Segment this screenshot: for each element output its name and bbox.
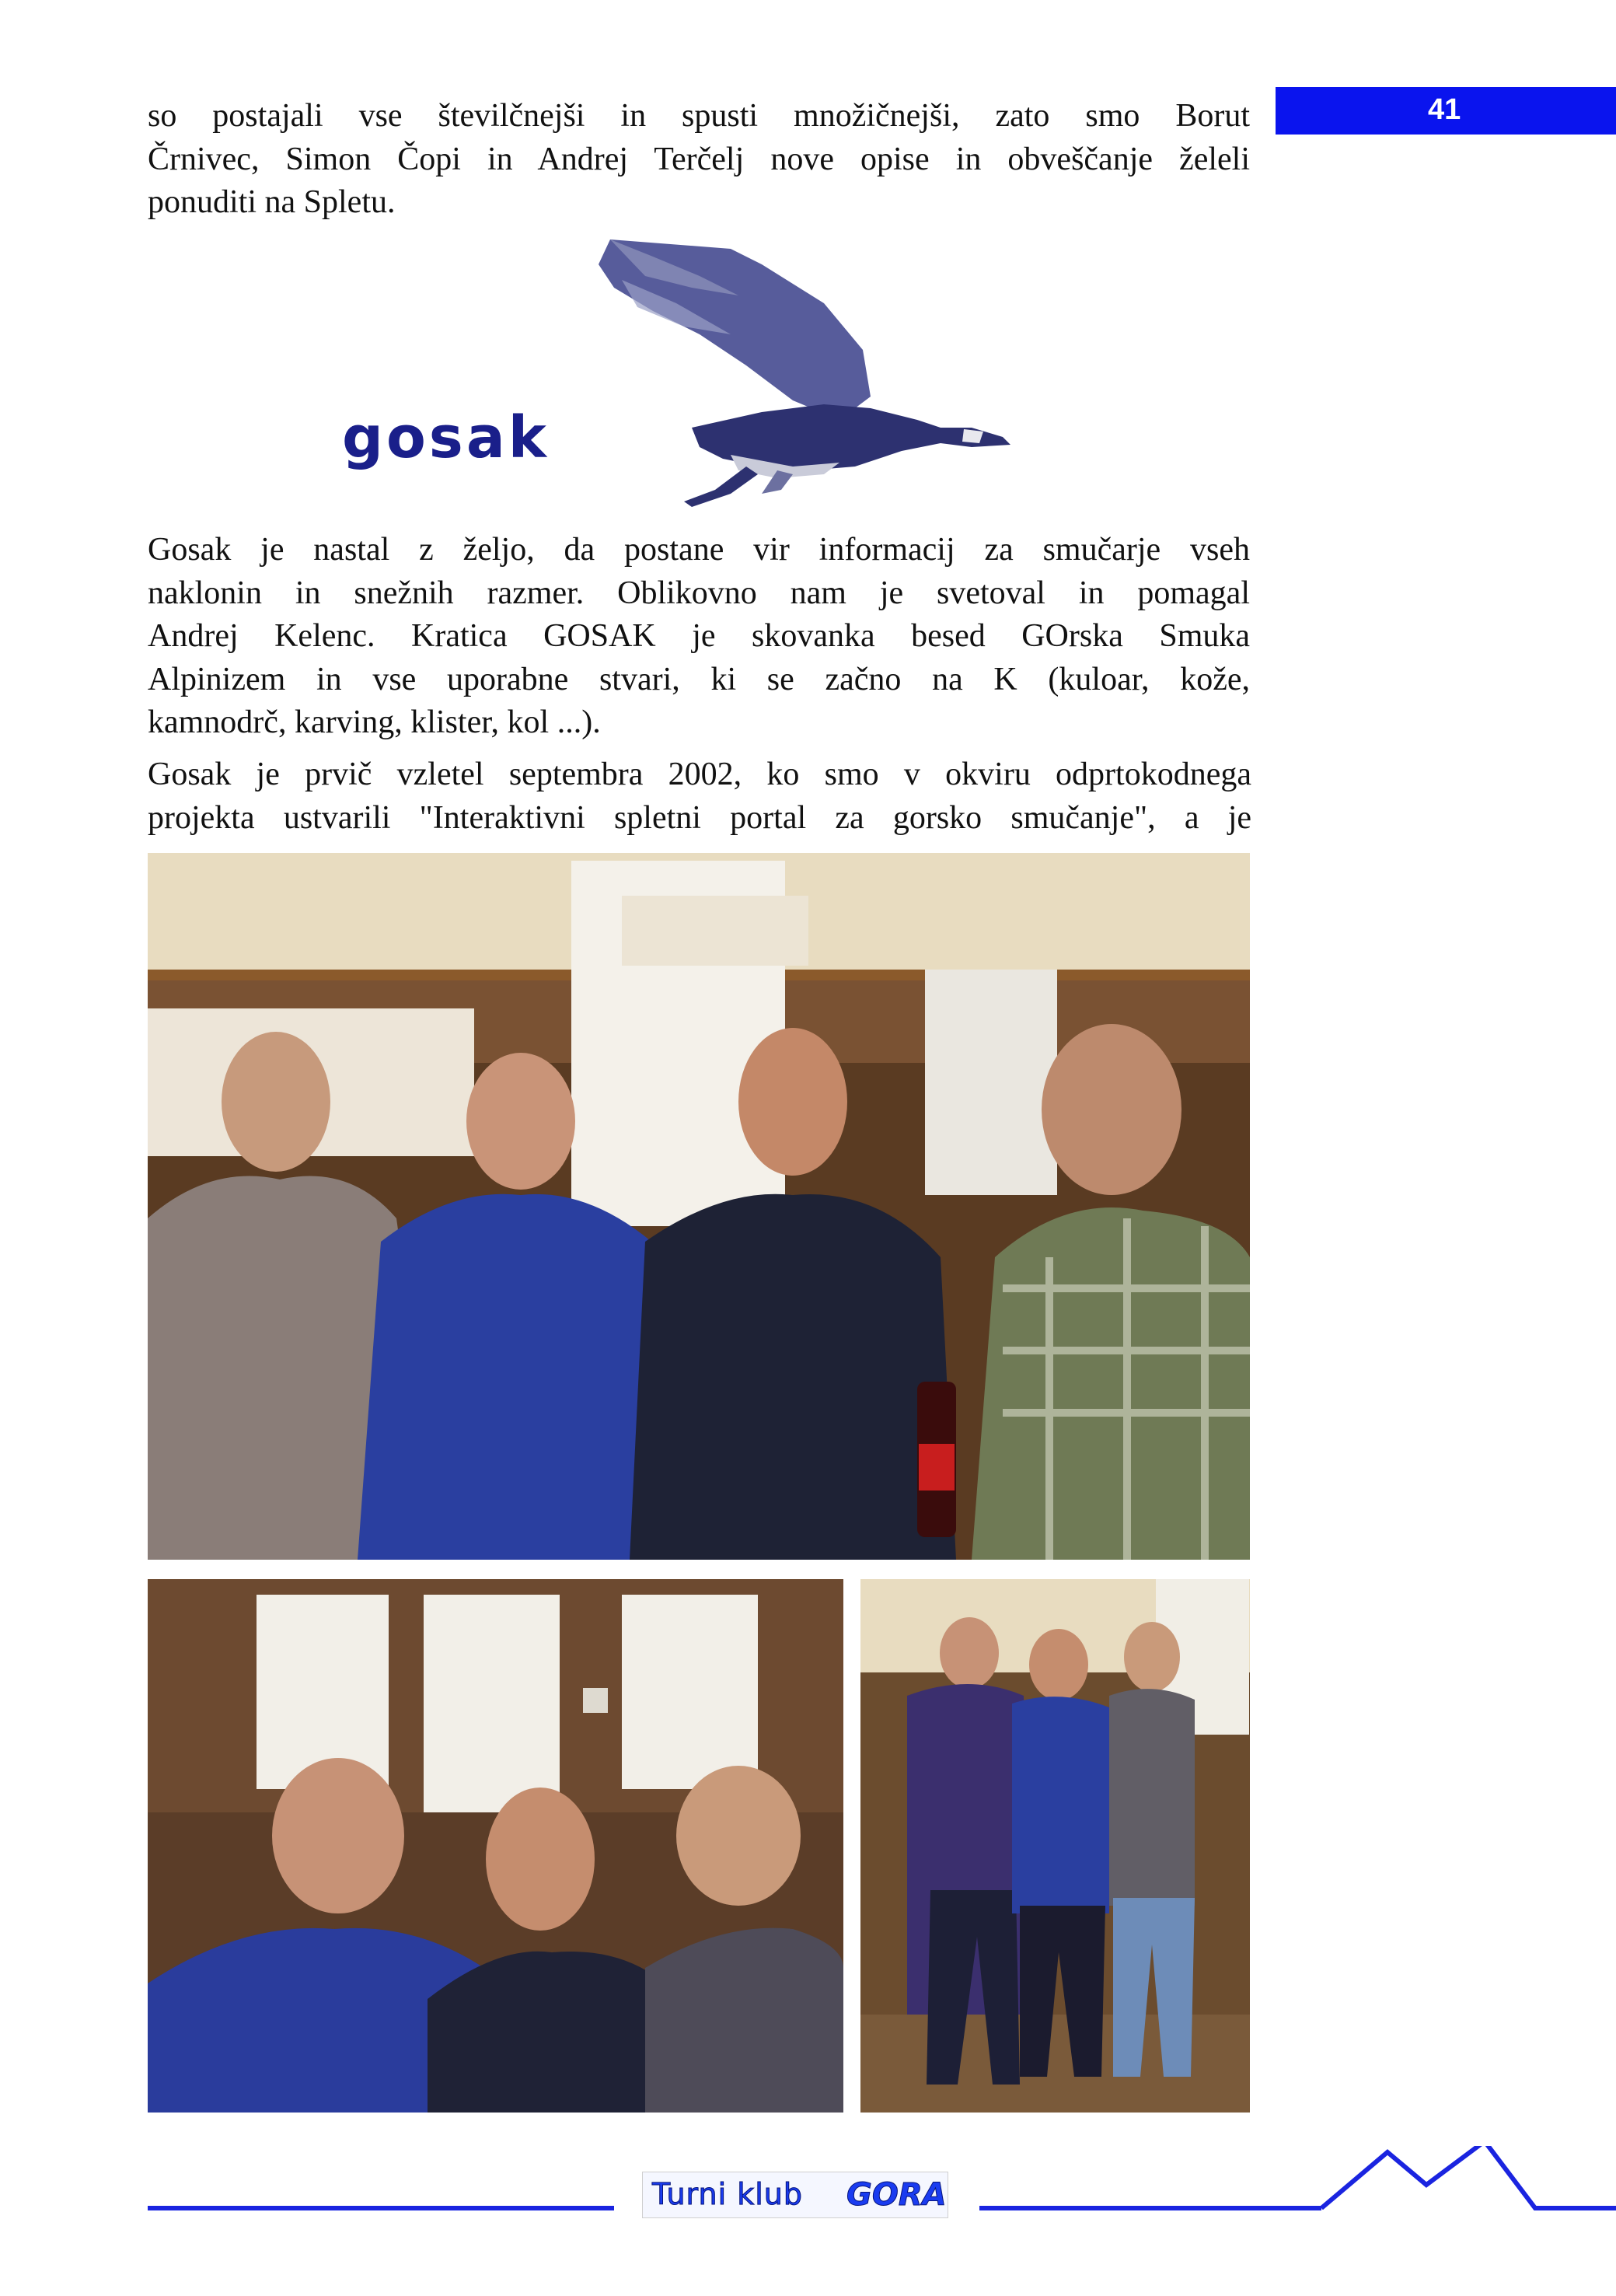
goose-illustration [326, 233, 1057, 529]
text-line: so postajali vse številčnejši in spusti množičnejši, zato smo Borut [148, 98, 1250, 134]
page-footer [0, 2146, 1616, 2239]
text-line: Gosak je nastal z željo, da postane vir informacij za smučarje vseh [148, 532, 1250, 568]
text-line: Črnivec, Simon Čopi in Andrej Terčelj nove opise in obveščanje želeli [148, 141, 1250, 177]
club-brand: GORA [846, 2177, 947, 2213]
text-line: Andrej Kelenc. Kratica GOSAK je skovanka besed GOrska Smuka [148, 618, 1250, 654]
text-line: Alpinizem in vse uporabne stvari, ki se začno na K (kuloar, kože, [148, 661, 1250, 697]
text-line: naklonin in snežnih razmer. Oblikovno nam je svetoval in pomagal [148, 575, 1250, 611]
page-number: 41 [1428, 93, 1461, 126]
paragraph-intro [148, 95, 1250, 225]
club-logo [642, 2172, 948, 2218]
text-line: projekta ustvarili "Interaktivni spletni portal za gorsko smučanje", a je [148, 799, 1251, 836]
club-name: Turni klub [652, 2177, 803, 2211]
text-line: ponuditi na Spletu. [148, 184, 396, 220]
photo-men-standing [860, 1579, 1250, 2113]
text-line: Gosak je prvič vzletel septembra 2002, ko smo v okviru odprtokodnega [148, 757, 1251, 792]
paragraph-first-flight [148, 753, 1251, 840]
gosak-wordmark: gosak [342, 404, 550, 471]
photo-men-at-computer [148, 1579, 843, 2113]
paragraph-gosak-origin [148, 529, 1250, 745]
photo-group-conversation [148, 853, 1250, 1560]
page-number-tab [1276, 87, 1616, 135]
gosak-logo [326, 233, 1057, 529]
text-line: kamnodrč, karving, klister, kol ...). [148, 704, 601, 740]
